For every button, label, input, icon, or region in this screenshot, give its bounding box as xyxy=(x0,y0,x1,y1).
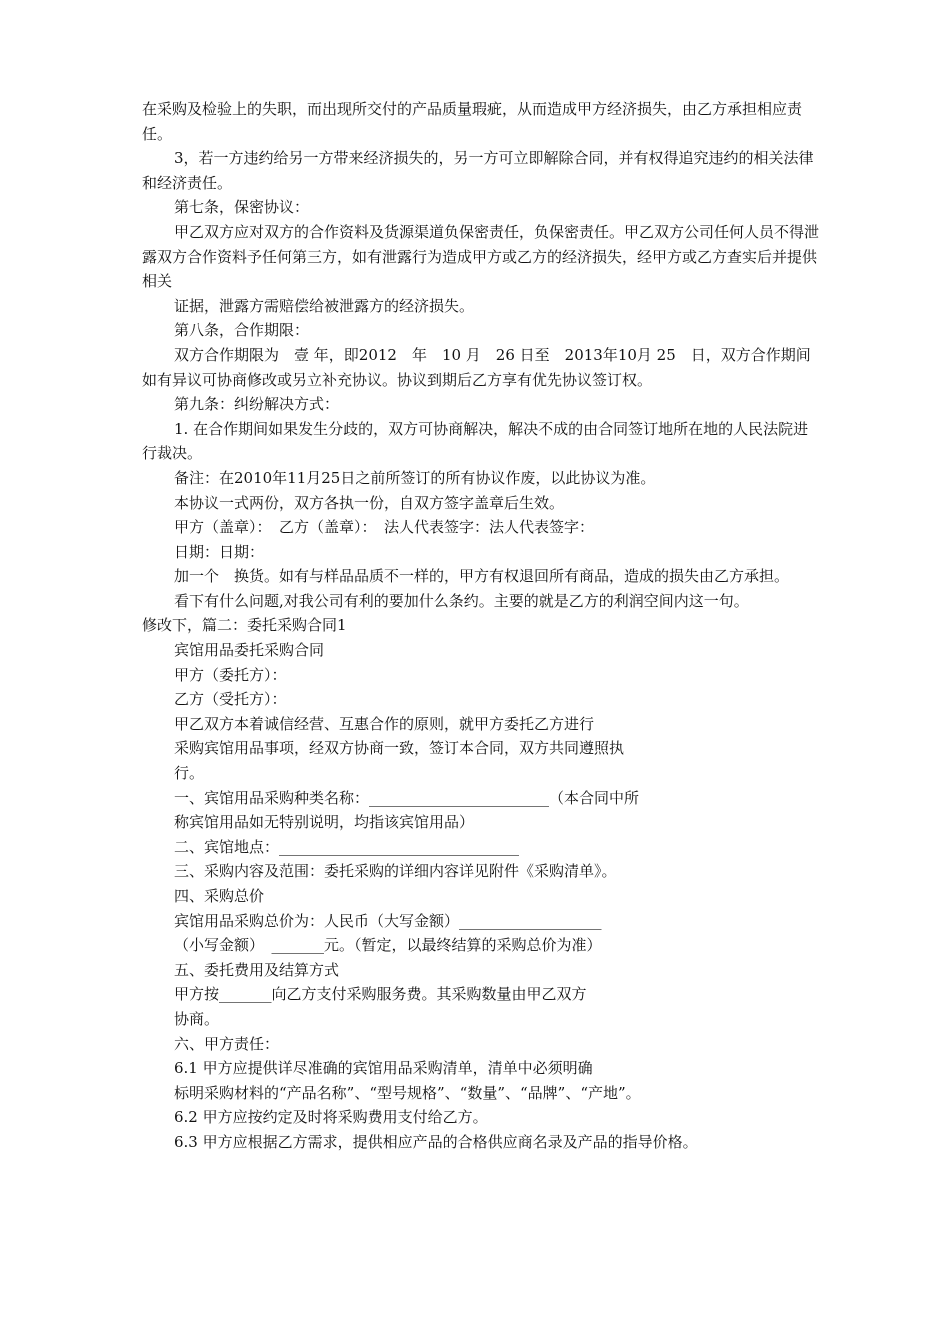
article-heading: 第七条，保密协议： xyxy=(174,198,310,217)
paragraph: 修改下，篇二：委托采购合同1 xyxy=(142,616,347,635)
paragraph: 本协议一式两份，双方各执一份，自双方签字盖章后生效。 xyxy=(174,493,565,512)
clause-heading: 五、委托费用及结算方式 xyxy=(174,960,340,979)
clause: 6.1 甲方应提供详尽准确的宾馆用品采购清单，清单中必须明确 xyxy=(174,1059,593,1078)
paragraph: 加一个 换货。如有与样品品质不一样的，甲方有权退回所有商品，造成的损失由乙方承担。 xyxy=(174,567,790,586)
contract-section xyxy=(142,638,822,1154)
party-a-line: 甲方（委托方）： xyxy=(174,665,287,684)
paragraph: 甲乙双方本着诚信经营、互惠合作的原则，就甲方委托乙方进行 xyxy=(174,714,595,733)
clause-heading: 六、甲方责任： xyxy=(174,1034,280,1053)
clause: 二、宾馆地点：________________________________ xyxy=(174,837,520,856)
clause: （小写金额） _______元。（暂定，以最终结算的采购总价为准） xyxy=(174,936,602,955)
paragraph: 证据，泄露方需赔偿给被泄露方的经济损失。 xyxy=(174,296,475,315)
paragraph: 看下有什么问题,对我公司有利的要加什么条约。主要的就是乙方的利润空间内这一句。 xyxy=(174,591,749,610)
paragraph: 甲乙双方应对双方的合作资料及货源渠道负保密责任，负保密责任。甲乙双方公司任何人员不得泄露双方合作资料予任何第三方，如有泄露行为造成甲方或乙方的经济损失，经甲方或乙方查实后并提供相关 xyxy=(142,222,820,291)
clause: 甲方按_______向乙方支付采购服务费。其采购数量由甲乙双方 xyxy=(174,985,587,1004)
clause: 6.3 甲方应根据乙方需求，提供相应产品的合格供应商名录及产品的指导价格。 xyxy=(174,1132,698,1151)
clause: 三、采购内容及范围：委托采购的详细内容详见附件《采购清单》。 xyxy=(174,862,617,881)
paragraph: 1. 在合作期间如果发生分歧的，双方可协商解决，解决不成的由合同签订地所在地的人民法院进行裁决。 xyxy=(142,419,809,463)
party-b-line: 乙方（受托方）： xyxy=(174,690,287,709)
paragraph: 行。 xyxy=(174,764,205,783)
clause: 6.2 甲方应按约定及时将采购费用支付给乙方。 xyxy=(174,1108,488,1127)
document-body xyxy=(142,97,822,1155)
paragraph: 在采购及检验上的失职，而出现所交付的产品质量瑕疵，从而造成甲方经济损失，由乙方承担相应责任。 xyxy=(142,100,803,143)
clause-heading: 四、采购总价 xyxy=(174,887,265,905)
clause: 宾馆用品采购总价为：人民币（大写金额）___________________ xyxy=(174,911,602,930)
article-heading: 第九条：纠纷解决方式： xyxy=(174,395,340,414)
article-heading: 第八条，合作期限： xyxy=(174,321,310,340)
contract-title: 宾馆用品委托采购合同 xyxy=(174,641,325,660)
note: 备注：在2010年11月25日之前所签订的所有协议作废，以此协议为准。 xyxy=(174,468,656,487)
paragraph: 双方合作期限为 壹 年，即2012 年 10 月 26 日至 2013年10月 25 日，双方合作期间如有异议可协商修改或另立补充协议。协议到期后乙方享有优先协议签订权。 xyxy=(142,345,811,389)
clause: 协商。 xyxy=(174,1009,220,1028)
paragraph: 3，若一方违约给另一方带来经济损失的，另一方可立即解除合同，并有权得追究违约的相关法律和经济责任。 xyxy=(142,149,814,192)
clause: 一、宾馆用品采购种类名称：________________________（本合同中所 xyxy=(174,788,640,807)
clause: 称宾馆用品如无特别说明，均指该宾馆用品） xyxy=(174,813,475,832)
signature-line: 甲方（盖章）： 乙方（盖章）： 法人代表签字：法人代表签字： xyxy=(174,518,595,537)
date-line: 日期：日期： xyxy=(174,542,265,561)
clause: 标明采购材料的“产品名称”、“型号规格”、“数量”、“品牌”、“产地”。 xyxy=(174,1083,641,1102)
paragraph: 采购宾馆用品事项，经双方协商一致，签订本合同，双方共同遵照执 xyxy=(174,739,625,758)
